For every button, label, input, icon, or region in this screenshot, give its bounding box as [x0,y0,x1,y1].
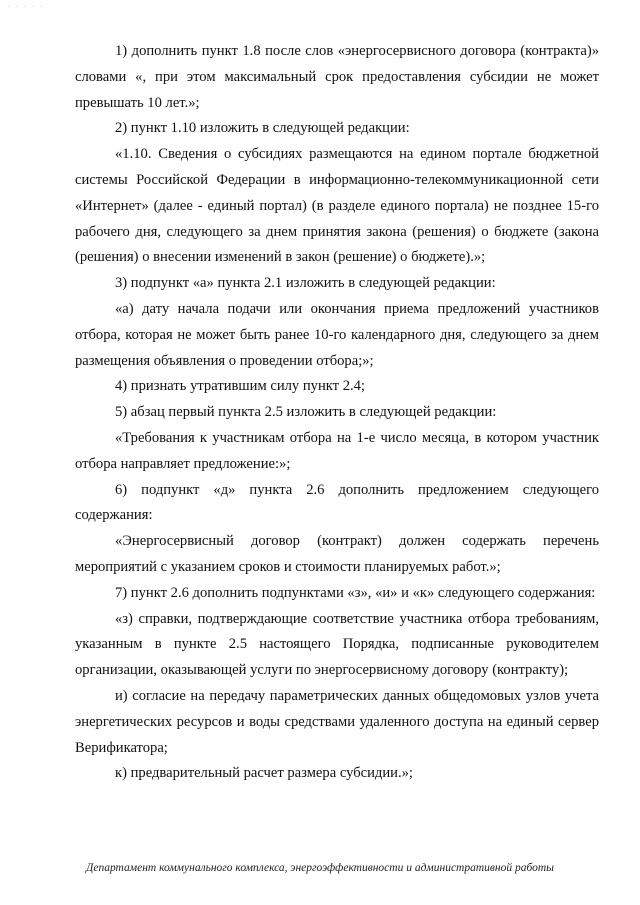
paragraph-item-2-1-text: «а) дату начала подачи или окончания приема предложений участников отбора, которая не может быть ранее 10-го календарного дня, следующего за днем размещения объявления о проведении отбора;»; [75,300,599,369]
paragraph-item-2-1-heading: 3) подпункт «а» пункта 2.1 изложить в следующей редакции: [115,275,496,292]
scan-mark: · · · · · [8,3,45,11]
paragraph-subitem-z: «з) справки, подтверждающие соответствие участника отбора требованиям, указанным в пункте 2.5 настоящего Порядка, подписанные руководителем организации, оказывающей услуги по энергосервисному договору (контракту); [75,610,599,679]
paragraph-item-2-5-text: «Требования к участникам отбора на 1-е число месяца, в котором участник отбора направляет предложение:»; [75,429,599,472]
paragraph-item-2-6-d-text: «Энергосервисный договор (контракт) должен содержать перечень мероприятий с указанием сроков и стоимости планируемых работ.»; [75,533,599,575]
document-body [75,39,599,787]
paragraph-subitem-i: и) согласие на передачу параметрических данных общедомовых узлов учета энергетических ресурсов и воды средствами удаленного доступа на единый сервер Верификатора; [75,687,599,756]
paragraph-item-1-10-text: «1.10. Сведения о субсидиях размещаются на едином портале бюджетной системы Российской Федерации в информационно-телекоммуникационной сети «Интернет» (далее - единый портал) (в разделе единого портала) не позднее 15-го рабочего дня, следующего за днем принятия закона (решения) о бюджете (закона (решения) о внесении изменений в закон (решение) о бюджете).»; [75,146,599,266]
page-footer: Департамент коммунального комплекса, энергоэффективности и административной работы [86,862,554,874]
paragraph-item-2-6-d-heading: 6) подпункт «д» пункта 2.6 дополнить предложением следующего содержания: [75,481,599,524]
paragraph-item-2-4: 4) признать утратившим силу пункт 2.4; [115,378,365,395]
paragraph-item-2-6-add-heading: 7) пункт 2.6 дополнить подпунктами «з», «и» и «к» следующего содержания: [115,584,596,601]
paragraph-item-2-5-heading: 5) абзац первый пункта 2.5 изложить в следующей редакции: [115,404,497,421]
paragraph-subitem-k: к) предварительный расчет размера субсидии.»; [115,765,413,782]
paragraph-item-1-8: 1) дополнить пункт 1.8 после слов «энергосервисного договора (контракта)» словами «, при этом максимальный срок предоставления субсидии не может превышать 10 лет.»; [75,43,599,111]
paragraph-item-1-10-heading: 2) пункт 1.10 изложить в следующей редакции: [115,120,410,137]
